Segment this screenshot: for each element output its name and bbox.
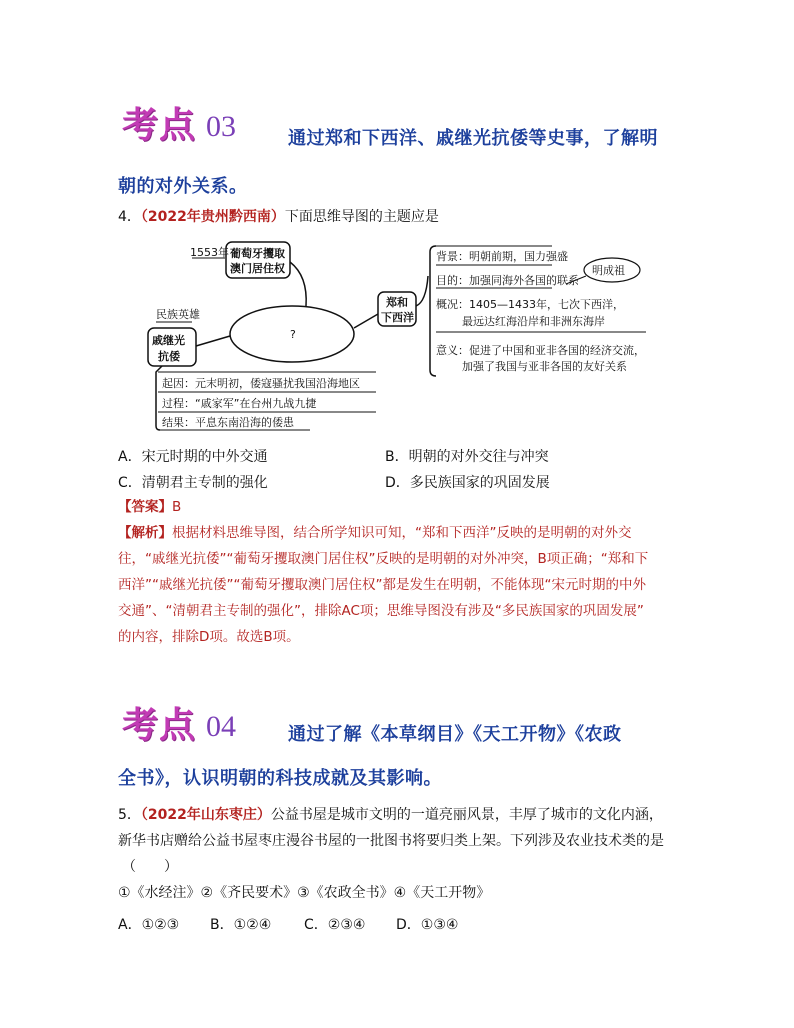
option-c[interactable]: C．②③④: [304, 917, 366, 933]
left-item-result: 结果：平息东南沿海的倭患: [162, 416, 294, 429]
option-d[interactable]: D．多民族国家的巩固发展: [385, 475, 550, 491]
portugal-line1: 葡萄牙攫取: [230, 247, 285, 260]
kaodian-badge: 考点: [122, 705, 197, 746]
right-item-overview: 概况：1405—1433年，七次下西洋，: [436, 298, 624, 311]
question-number: 5．: [118, 807, 141, 823]
right-item-purpose: 目的：加强同海外各国的联系: [436, 274, 579, 287]
option-a[interactable]: A．①②③: [118, 917, 180, 933]
question-number: 4．: [118, 209, 141, 225]
mind-map: [140, 236, 660, 432]
section-heading: 通过郑和下西洋、戚继光抗倭等史事，了解明: [288, 128, 658, 149]
analysis-line: 西洋”“戚继光抗倭”“葡萄牙攫取澳门居住权”都是发生在明朝，不能体现“宋元时期的中外: [118, 577, 646, 593]
question-stem: 下面思维导图的主题应是: [284, 209, 439, 225]
option-d[interactable]: D．①③④: [396, 917, 459, 933]
option-c[interactable]: C．清朝君主专制的强化: [118, 475, 268, 491]
question-source: （2022年山东枣庄）: [140, 807, 271, 823]
center-label: ?: [290, 328, 296, 341]
right-item-meaning: 意义：促进了中国和亚非各国的经济交流，: [436, 344, 645, 357]
section-heading-cont: 全书》，认识明朝的科技成就及其影响。: [118, 768, 442, 789]
year-label: 1553年: [190, 246, 229, 259]
question-4: [118, 206, 439, 226]
question-5: [118, 802, 698, 906]
right-item-bg: 背景：明朝前期，国力强盛: [436, 250, 568, 263]
question-items: ①《水经注》②《齐民要术》③《农政全书》④《天工开物》: [118, 885, 491, 901]
zhenghe-line2: 下西洋: [381, 311, 414, 324]
section-heading: 通过了解《本草纲目》《天工开物》《农政: [288, 724, 622, 745]
right-item-overview-cont: 最远达红海沿岸和非洲东海岸: [462, 315, 605, 328]
portugal-line2: 澳门居住权: [230, 262, 285, 275]
analysis-label: 【解析】: [118, 525, 172, 541]
answer: [118, 494, 181, 520]
answer-label: 【答案】: [118, 499, 172, 515]
analysis-line: 交通”、“清朝君主专制的强化”，排除AC项；思维导图没有涉及“多民族国家的巩固发展”: [118, 603, 644, 619]
analysis-line: 的内容，排除D项。故选B项。: [118, 629, 300, 645]
answer-blank: （ ）: [122, 859, 178, 875]
right-item-meaning-cont: 加强了我国与亚非各国的友好关系: [462, 360, 627, 373]
mingchengzu-label: 明成祖: [592, 264, 625, 277]
zhenghe-right-connector: [416, 276, 428, 306]
question-stem-cont: 新华书店赠给公益书屋枣庄漫谷书屋的一批图书将要归类上架。下列涉及农业技术类的是: [118, 833, 664, 849]
kaodian-number: 03: [206, 110, 236, 143]
zhenghe-connector: [354, 314, 378, 328]
option-b[interactable]: B．明朝的对外交往与冲突: [385, 449, 549, 465]
kaodian-badge: 考点: [122, 105, 197, 146]
qijiguang-connector: [196, 336, 230, 346]
question-source: （2022年贵州黔西南）: [140, 209, 285, 225]
option-b[interactable]: B．①②④: [210, 917, 272, 933]
question-stem: 公益书屋是城市文明的一道亮丽风景，丰厚了城市的文化内涵，: [270, 807, 663, 823]
analysis: [118, 520, 678, 650]
portugal-connector: [290, 262, 306, 306]
kaodian-number: 04: [206, 710, 236, 743]
qijiguang-line2: 抗倭: [158, 350, 180, 363]
qijiguang-line1: 戚继光: [152, 334, 185, 347]
section-heading-cont: 朝的对外关系。: [118, 176, 248, 197]
left-item-cause: 起因：元末明初，倭寇骚扰我国沿海地区: [162, 377, 360, 390]
left-item-process: 过程：“戚家军”在台州九战九捷: [162, 397, 317, 410]
zhenghe-line1: 郑和: [386, 296, 408, 309]
hero-tag: 民族英雄: [156, 308, 200, 321]
option-a[interactable]: A．宋元时期的中外交通: [118, 449, 268, 465]
analysis-line: 根据材料思维导图，结合所学知识可知，“郑和下西洋”反映的是明朝的对外交: [172, 525, 632, 541]
answer-value: B: [172, 499, 182, 515]
analysis-line: 往，“戚继光抗倭”“葡萄牙攫取澳门居住权”反映的是明朝的对外冲突，B项正确；“郑和下: [118, 551, 649, 567]
